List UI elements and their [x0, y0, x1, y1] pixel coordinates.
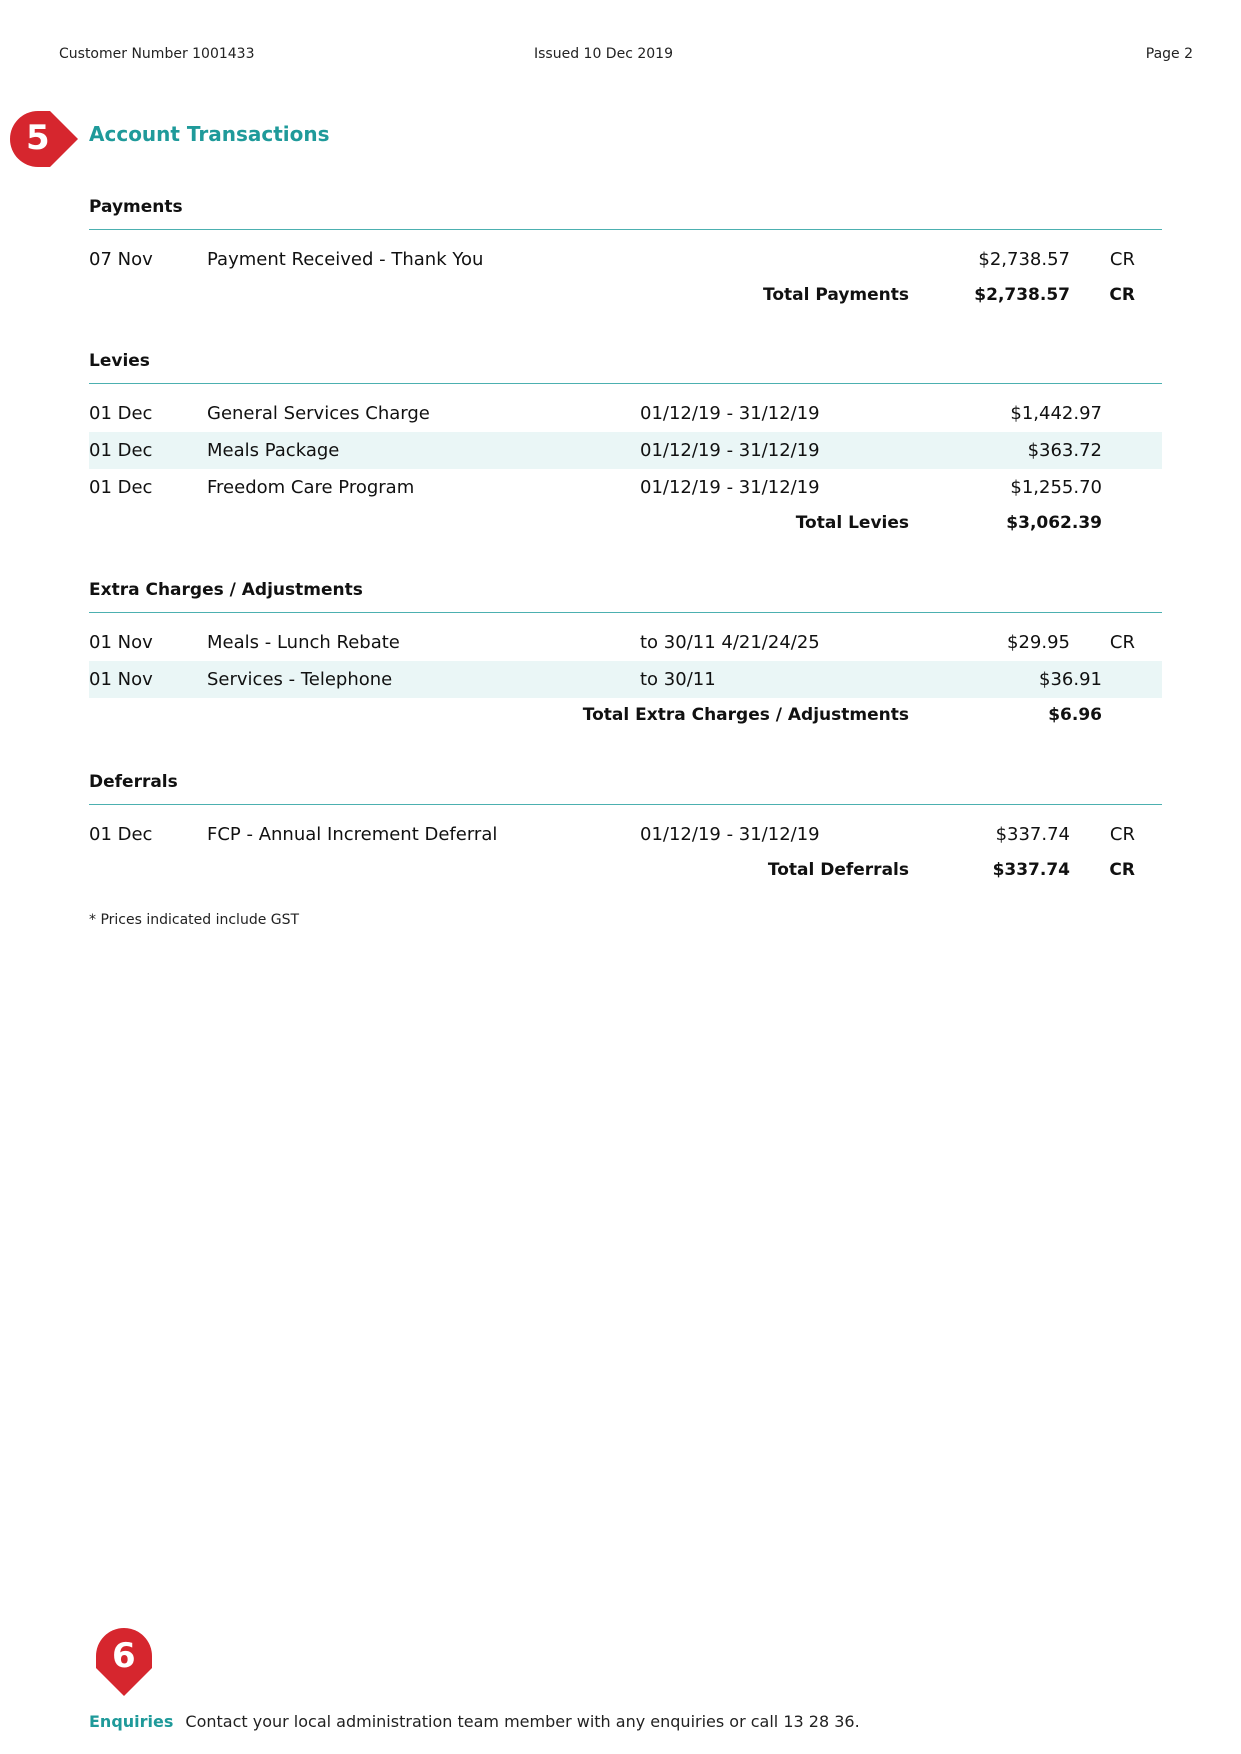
enquiries-number: 6	[112, 1636, 136, 1676]
row-amount: $1,255.70	[1010, 477, 1102, 498]
page-number: Page 2	[1145, 46, 1193, 62]
enquiries-label: Enquiries	[89, 1712, 174, 1731]
table-row	[89, 241, 1162, 278]
total-label: Total Payments	[763, 285, 909, 305]
table-row	[89, 661, 1162, 698]
row-date: 01 Dec	[89, 403, 153, 424]
section-marker-icon	[10, 111, 78, 167]
levies-total-row	[89, 506, 1162, 542]
table-row	[89, 624, 1162, 661]
table-row	[89, 469, 1162, 506]
row-cr: CR	[1109, 632, 1135, 653]
total-amount: $6.96	[1048, 705, 1102, 725]
row-date: 01 Nov	[89, 669, 153, 690]
table-row	[89, 816, 1162, 853]
row-description: Meals - Lunch Rebate	[207, 632, 400, 653]
row-date: 01 Nov	[89, 632, 153, 653]
row-amount: $1,442.97	[1010, 403, 1102, 424]
total-cr: CR	[1109, 860, 1135, 880]
row-amount: $363.72	[1027, 440, 1102, 461]
total-amount: $337.74	[992, 860, 1070, 880]
table-row	[89, 432, 1162, 469]
issued-date: Issued 10 Dec 2019	[534, 46, 673, 62]
deferrals-section	[89, 772, 1162, 889]
total-amount: $3,062.39	[1006, 513, 1102, 533]
levies-section	[89, 351, 1162, 542]
extra-charges-section	[89, 580, 1162, 734]
levies-title: Levies	[89, 351, 150, 371]
enquiries-marker-icon	[96, 1628, 152, 1696]
customer-number: Customer Number 1001433	[59, 46, 255, 62]
row-description: Payment Received - Thank You	[207, 249, 484, 270]
row-period: to 30/11 4/21/24/25	[640, 632, 820, 653]
row-description: Services - Telephone	[207, 669, 393, 690]
row-description: Freedom Care Program	[207, 477, 415, 498]
row-description: General Services Charge	[207, 403, 430, 424]
total-label: Total Deferrals	[767, 860, 909, 880]
row-cr: CR	[1109, 824, 1135, 845]
row-date: 01 Dec	[89, 824, 153, 845]
total-amount: $2,738.57	[974, 285, 1070, 305]
section-title: Account Transactions	[89, 122, 330, 146]
row-date: 01 Dec	[89, 477, 153, 498]
row-period: 01/12/19 - 31/12/19	[640, 403, 820, 424]
row-description: Meals Package	[207, 440, 340, 461]
extra-charges-title: Extra Charges / Adjustments	[89, 580, 363, 600]
row-period: 01/12/19 - 31/12/19	[640, 824, 820, 845]
row-amount: $337.74	[995, 824, 1070, 845]
gst-footnote: * Prices indicated include GST	[89, 912, 300, 928]
row-date: 01 Dec	[89, 440, 153, 461]
payments-section	[89, 197, 1162, 314]
row-date: 07 Nov	[89, 249, 153, 270]
total-label: Total Extra Charges / Adjustments	[582, 705, 909, 725]
enquiries-line	[89, 1712, 860, 1731]
extra-charges-total-row	[89, 698, 1162, 734]
row-amount: $36.91	[1039, 669, 1102, 690]
row-cr: CR	[1109, 249, 1135, 270]
payments-total-row	[89, 278, 1162, 314]
total-label: Total Levies	[795, 513, 909, 533]
row-period: 01/12/19 - 31/12/19	[640, 477, 820, 498]
payments-title: Payments	[89, 197, 183, 217]
enquiries-text: Contact your local administration team member with any enquiries or call 13 28 36.	[185, 1712, 860, 1731]
deferrals-title: Deferrals	[89, 772, 178, 792]
row-amount: $2,738.57	[978, 249, 1070, 270]
deferrals-total-row	[89, 853, 1162, 889]
row-period: to 30/11	[640, 669, 716, 690]
section-number: 5	[26, 118, 50, 158]
row-period: 01/12/19 - 31/12/19	[640, 440, 820, 461]
row-description: FCP - Annual Increment Deferral	[207, 824, 498, 845]
row-amount: $29.95	[1007, 632, 1070, 653]
total-cr: CR	[1109, 285, 1135, 305]
table-row	[89, 395, 1162, 432]
